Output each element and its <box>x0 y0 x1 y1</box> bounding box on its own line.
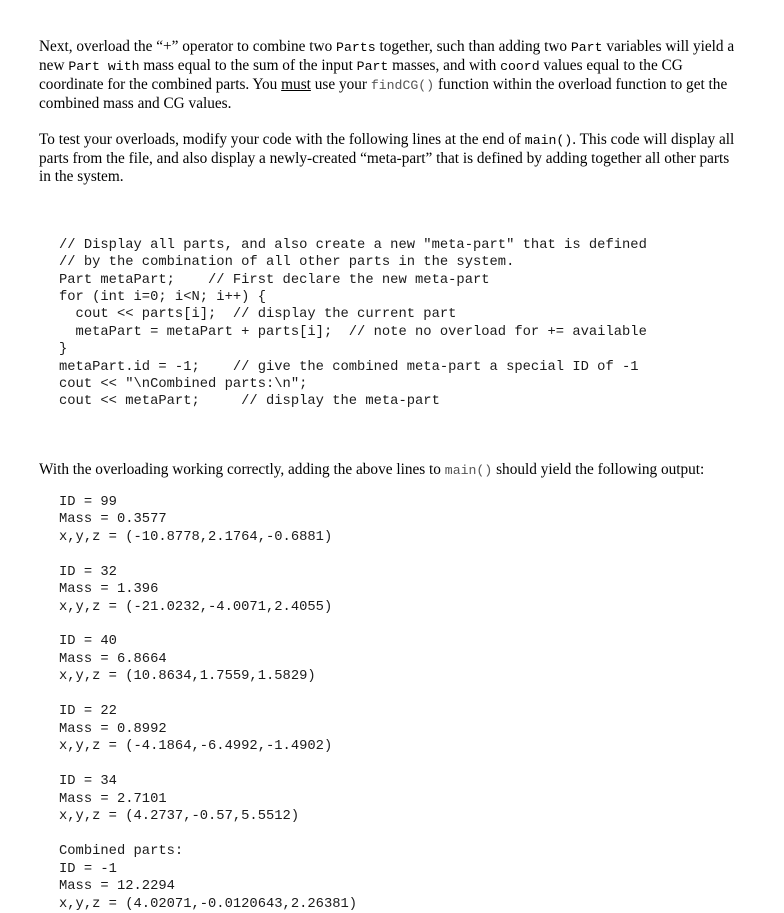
part-id: ID = 40 <box>59 634 117 650</box>
code-line: } <box>59 342 68 358</box>
part-output-block <box>59 564 741 617</box>
code-line: metaPart.id = -1; // give the combined meta-part a special ID of -1 <box>59 359 639 375</box>
text-run: together, such than adding two <box>375 38 571 55</box>
inline-code: coord <box>500 59 540 74</box>
code-line: cout << "\nCombined parts:\n"; <box>59 377 308 393</box>
text-run: With the overloading working correctly, adding the above lines to <box>39 460 445 478</box>
text-run: should yield the following output: <box>492 460 705 478</box>
inline-code: Part with <box>68 59 140 74</box>
combined-mass: Mass = 12.2294 <box>59 879 175 895</box>
part-id: ID = 34 <box>59 774 117 790</box>
code-line: cout << metaPart; // display the meta-part <box>59 394 440 410</box>
inline-code: Part <box>570 40 603 55</box>
part-mass: Mass = 0.8992 <box>59 721 167 737</box>
combined-heading: Combined parts: <box>59 844 184 860</box>
code-line: for (int i=0; i<N; i++) { <box>59 290 266 306</box>
inline-code: main() <box>524 133 573 148</box>
combined-id: ID = -1 <box>59 861 117 877</box>
text-run: values equal to the CG coordinate for the combined parts. You <box>39 57 683 93</box>
part-coords: x,y,z = (10.8634,1.7559,1.5829) <box>59 669 316 685</box>
part-id: ID = 99 <box>59 494 117 510</box>
document-page <box>39 38 741 913</box>
inline-code: Part <box>356 59 389 74</box>
part-coords: x,y,z = (-10.8778,2.1764,-0.6881) <box>59 529 333 545</box>
text-run: masses, and with <box>388 57 501 74</box>
text-run: To test your overloads, modify your code with the following lines at the end of <box>39 131 525 148</box>
output-intro-paragraph <box>39 461 741 480</box>
part-coords: x,y,z = (4.2737,-0.57,5.5512) <box>59 809 300 825</box>
text-run: variables will yield a new <box>39 38 735 74</box>
part-id: ID = 22 <box>59 704 117 720</box>
part-id: ID = 32 <box>59 564 117 580</box>
text-run: mass equal to the sum of the input <box>139 57 357 74</box>
combined-coords: x,y,z = (4.02071,-0.0120643,2.26381) <box>59 896 358 912</box>
part-output-block <box>59 633 741 686</box>
part-output-block <box>59 703 741 756</box>
part-mass: Mass = 1.396 <box>59 582 159 598</box>
program-output <box>39 494 741 913</box>
inline-code: findCG() <box>370 78 435 93</box>
part-mass: Mass = 6.8664 <box>59 651 167 667</box>
code-line: // Display all parts, and also create a new "meta-part" that is defined <box>59 237 647 253</box>
text-run: . This code will display all parts from the file, and also display a newly-created “meta-part” that is defined by adding together all other parts in the system. <box>39 131 735 185</box>
combined-output-block <box>59 843 741 913</box>
code-line: metaPart = metaPart + parts[i]; // note no overload for += available <box>59 324 647 340</box>
code-block <box>59 202 741 446</box>
code-line: // by the combination of all other parts in the system. <box>59 255 515 271</box>
underlined-text: must <box>281 76 311 93</box>
part-coords: x,y,z = (-21.0232,-4.0071,2.4055) <box>59 599 333 615</box>
test-paragraph <box>39 131 741 186</box>
inline-code: main() <box>444 462 493 478</box>
part-mass: Mass = 0.3577 <box>59 512 167 528</box>
inline-code: Parts <box>336 40 376 55</box>
intro-paragraph <box>39 38 741 113</box>
part-output-block <box>59 494 741 547</box>
text-run: function within the overload function to get the combined mass and CG values. <box>39 76 728 112</box>
part-coords: x,y,z = (-4.1864,-6.4992,-1.4902) <box>59 739 333 755</box>
part-output-block <box>59 773 741 826</box>
text-run: use your <box>310 76 371 93</box>
text-run: Next, overload the “+” operator to combine two <box>39 38 337 55</box>
code-line: Part metaPart; // First declare the new meta-part <box>59 272 490 288</box>
part-mass: Mass = 2.7101 <box>59 791 167 807</box>
code-line: cout << parts[i]; // display the current part <box>59 307 457 323</box>
